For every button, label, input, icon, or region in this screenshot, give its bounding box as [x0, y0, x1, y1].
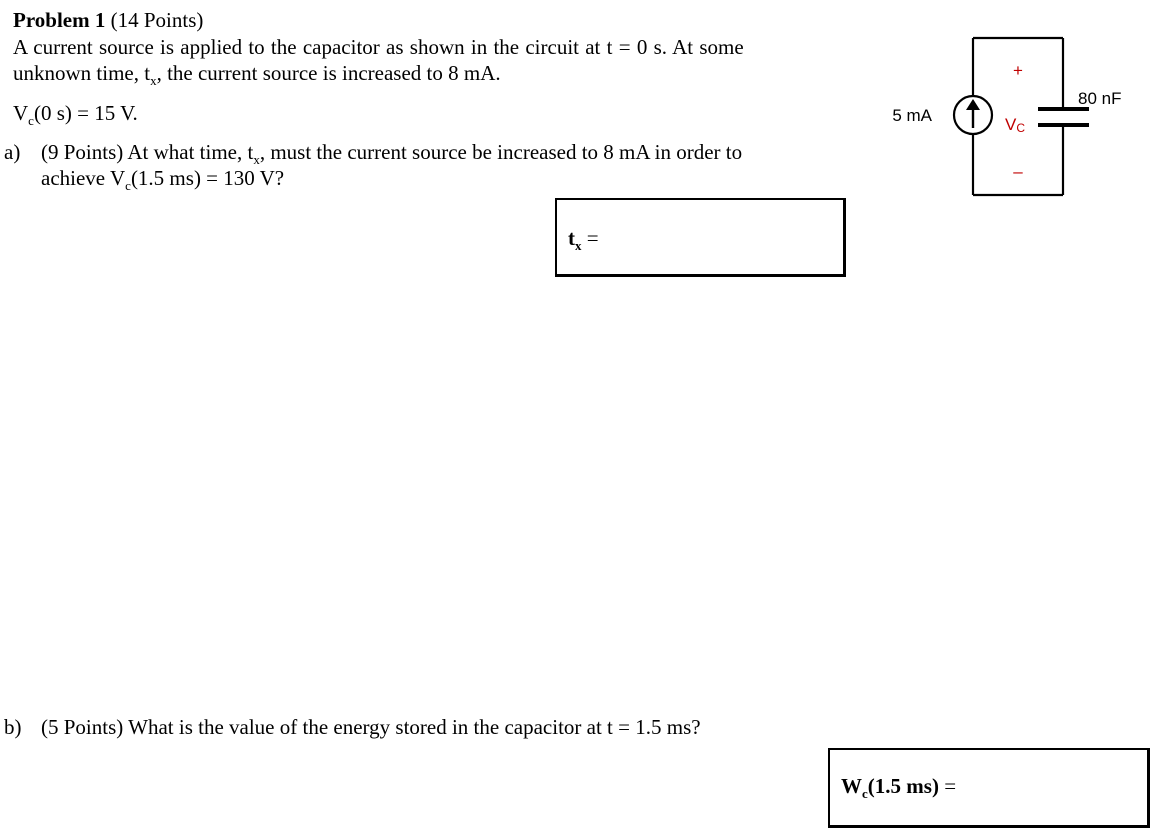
answer-a-t: t [568, 226, 575, 250]
answer-b-rest: (1.5 ms) [867, 774, 939, 798]
part-a-marker: a) [4, 140, 21, 164]
part-b-marker: b) [4, 715, 22, 739]
answer-box-b[interactable] [828, 748, 1150, 828]
answer-box-a[interactable] [555, 198, 846, 277]
intro-line-1: A current source is applied to the capacitor as shown in the circuit at t = 0 s. At some [13, 35, 744, 59]
part-a-line-2-sub: c [125, 178, 131, 193]
vc-v: V [1005, 115, 1017, 134]
answer-a-sub: x [575, 238, 582, 253]
vc-label [1005, 115, 1025, 135]
problem-title [13, 7, 203, 33]
part-a-line-1-pre: (9 Points) At what time, t [41, 140, 254, 164]
intro-line-2 [13, 60, 501, 86]
problem-title-bold: Problem 1 [13, 8, 106, 32]
answer-b-eq: = [938, 774, 957, 798]
ic-rest: (0 s) = 15 V. [33, 101, 138, 125]
current-source-icon [954, 96, 992, 134]
current-arrow-icon [966, 99, 980, 128]
answer-a-eq: = [581, 226, 599, 250]
capacitor-icon [1038, 109, 1089, 125]
initial-condition [13, 100, 138, 126]
part-a-line-2-post: (1.5 ms) = 130 V? [130, 166, 285, 190]
answer-b-sub: c [862, 786, 868, 801]
circuit-wires [973, 38, 1063, 195]
vc-minus: – [1013, 162, 1023, 181]
part-a-line-2 [41, 165, 284, 191]
cap-label: 80 nF [1078, 89, 1122, 108]
ic-sub: c [28, 113, 34, 128]
problem-title-points: (14 Points) [105, 8, 204, 32]
part-a-line-1 [41, 139, 742, 165]
source-label: 5 mA [892, 106, 932, 125]
vc-plus: + [1013, 61, 1023, 80]
ic-v: V [13, 101, 29, 125]
vc-sub: C [1016, 121, 1026, 135]
part-a-line-1-sub: x [253, 152, 260, 167]
intro-sub-x: x [150, 73, 157, 88]
answer-a-label [568, 225, 599, 251]
part-a-line-2-pre: achieve V [41, 166, 126, 190]
part-a-line-1-post: , must the current source be increased to 8 mA in order to [259, 140, 743, 164]
answer-b-w: W [841, 774, 862, 798]
answer-b-label [841, 773, 956, 799]
intro-line-2-post: , the current source is increased to 8 mA. [156, 61, 501, 85]
intro-line-2-pre: unknown time, t [13, 61, 151, 85]
part-b-question: (5 Points) What is the value of the energy stored in the capacitor at t = 1.5 ms? [41, 715, 701, 739]
